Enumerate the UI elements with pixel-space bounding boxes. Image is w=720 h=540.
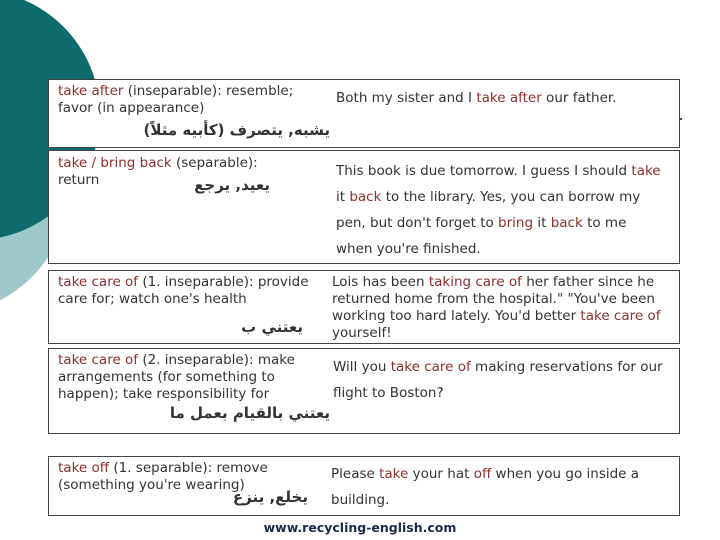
example-text: yourself! xyxy=(332,325,392,341)
arabic-take-off: يخلع, ينزع xyxy=(232,488,308,506)
example-text: her father since he returned home from the hospital." "You've been working too hard lately. You'd better xyxy=(332,274,655,324)
arabic-take-bring-back: يعيد, يرجع xyxy=(194,176,270,194)
example-text: Please xyxy=(331,466,380,482)
example-text: to the library. Yes, you can borrow my pen, but don't forget to xyxy=(336,189,641,231)
example-take-after xyxy=(336,90,666,107)
example-text: it xyxy=(336,189,350,205)
example-text: Will you xyxy=(333,359,391,375)
example-keyword: take after xyxy=(476,90,542,106)
example-take-care-of-1 xyxy=(332,274,667,342)
example-text: to me when you're finished. xyxy=(336,215,627,257)
definition-keyword: take after xyxy=(58,83,124,99)
arabic-take-after: يشبه, يتصرف (كأبيه مثلاً) xyxy=(143,121,330,139)
arabic-take-care-of-1: يعتني ب xyxy=(241,318,303,336)
definition-text: (2. inseparable): make arrangements (for something to happen); take responsibility for xyxy=(58,352,300,402)
definition-keyword: take / bring back xyxy=(58,155,172,171)
example-text: Lois has been xyxy=(332,274,429,290)
definition-keyword: take off xyxy=(58,460,110,476)
definition-keyword: take care of xyxy=(58,352,139,368)
example-keyword: off xyxy=(473,466,492,482)
example-text: our father. xyxy=(541,90,617,106)
example-text: This book is due tomorrow. I guess I should xyxy=(336,163,632,179)
example-keyword: back xyxy=(349,189,382,205)
example-keyword: take xyxy=(379,466,409,482)
example-keyword: taking care of xyxy=(428,274,522,290)
definition-take-care-of-2 xyxy=(58,352,326,403)
example-keyword: take care of xyxy=(580,308,661,324)
footer-url: www.recycling-english.com xyxy=(263,520,457,535)
example-text: Both my sister and I xyxy=(336,90,477,106)
example-text: your hat xyxy=(408,466,474,482)
definition-keyword: take care of xyxy=(58,274,139,290)
example-text: it xyxy=(533,215,551,231)
example-keyword: take xyxy=(631,163,661,179)
example-take-care-of-2 xyxy=(333,354,668,406)
definition-text: (inseparable): resemble; favor (in appearance) xyxy=(58,83,298,116)
example-take-off xyxy=(331,461,671,513)
definition-take-care-of-1 xyxy=(58,274,320,308)
definition-text: (1. inseparable): provide care for; watch one's health xyxy=(58,274,313,307)
example-text: when you go inside a building. xyxy=(331,466,640,508)
definition-take-bring-back xyxy=(58,155,308,189)
example-take-bring-back xyxy=(336,158,666,262)
example-keyword: take care of xyxy=(390,359,471,375)
definition-text: (1. separable): remove (something you're wearing) xyxy=(58,460,273,493)
example-text: making reservations for our flight to Boston? xyxy=(333,359,663,401)
definition-text: (separable): return xyxy=(58,155,258,188)
example-keyword: back xyxy=(550,215,583,231)
arabic-take-care-of-2: يعتني بالقيام بعمل ما xyxy=(169,404,330,422)
definition-take-after xyxy=(58,83,323,117)
example-keyword: bring xyxy=(498,215,534,231)
